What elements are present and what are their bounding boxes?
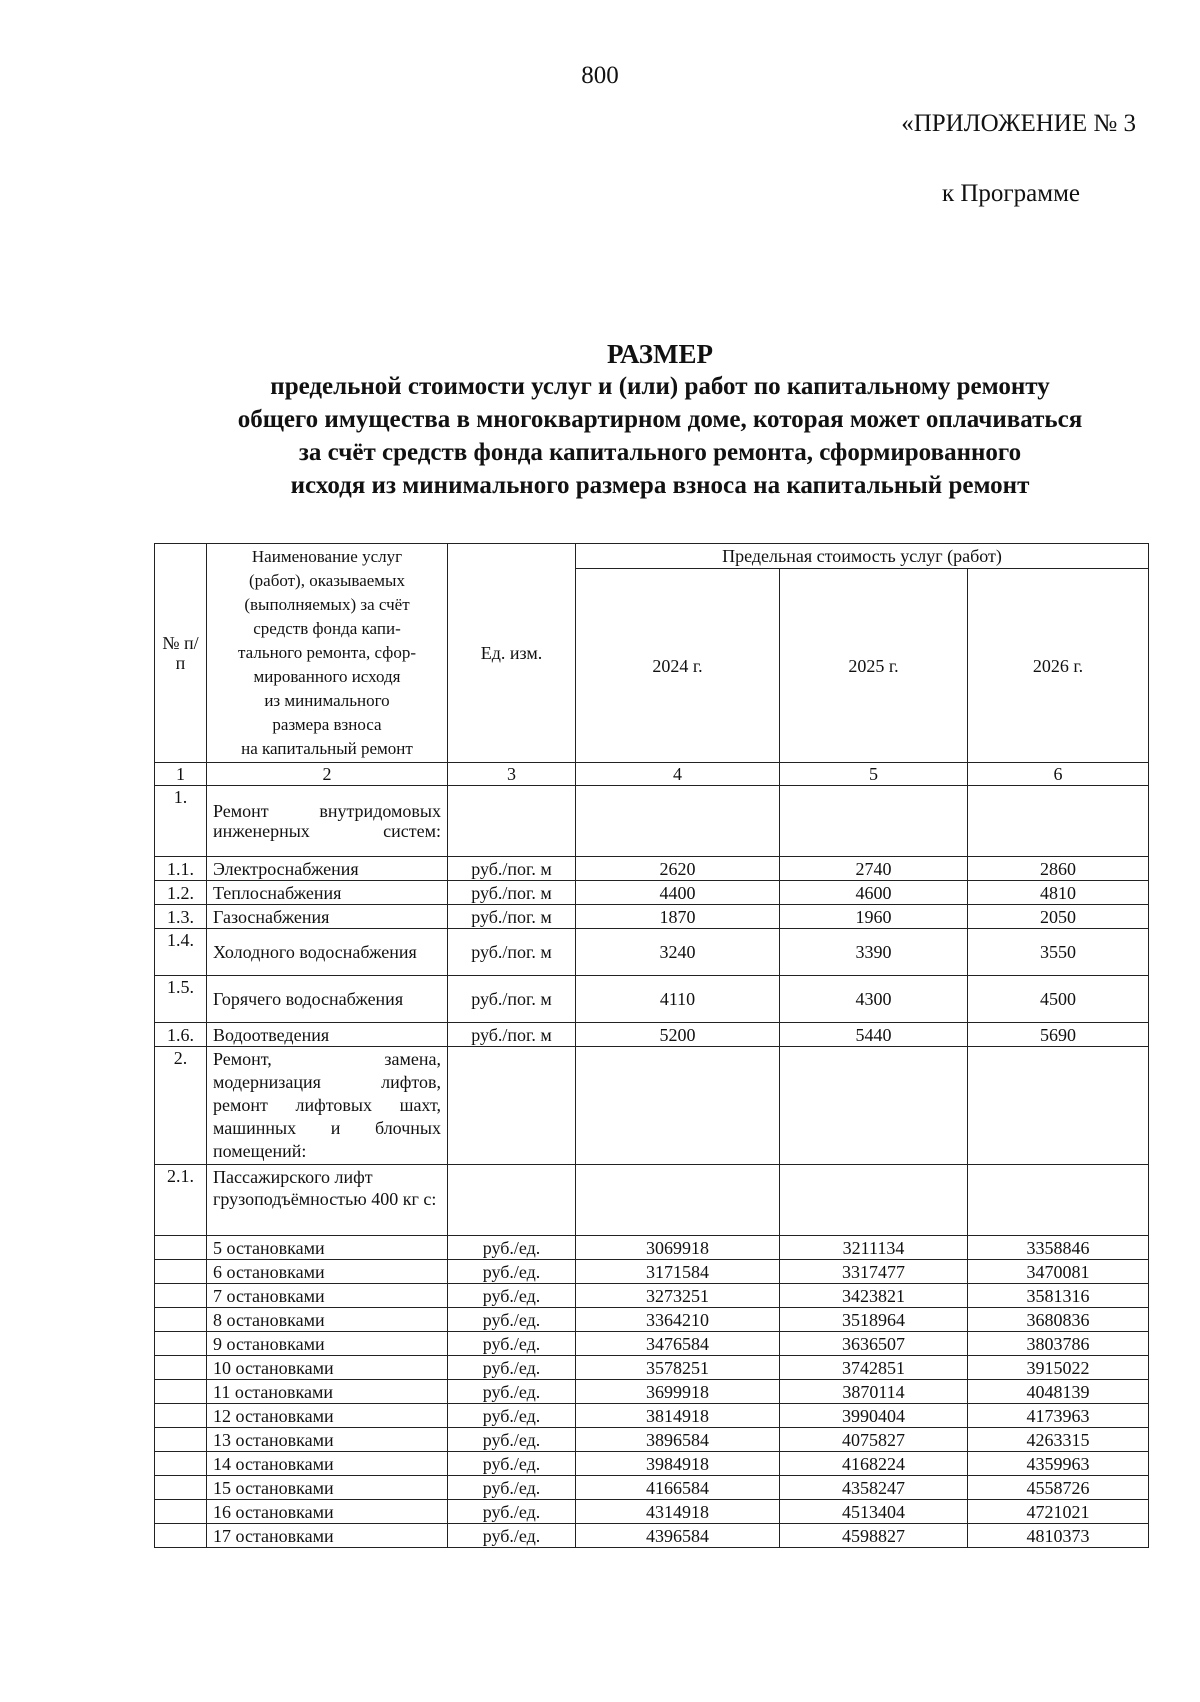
row-value-2025: 4513404: [780, 1500, 968, 1524]
row-value-2024: 3578251: [576, 1356, 780, 1380]
row-value-2024: 4166584: [576, 1476, 780, 1500]
row-value-2025: 3390: [780, 929, 968, 976]
row-num: [155, 1476, 207, 1500]
row-value-2025: [780, 786, 968, 857]
column-number: 4: [576, 763, 780, 786]
header-name-line: тального ремонта, сфор-: [238, 643, 416, 662]
row-name: 13 остановками: [207, 1428, 448, 1452]
row-name: 8 остановками: [207, 1308, 448, 1332]
row-unit: руб./ед.: [448, 1308, 576, 1332]
row-value-2025: 3423821: [780, 1284, 968, 1308]
row-value-2025: 3636507: [780, 1332, 968, 1356]
table-row: [155, 976, 1149, 1023]
row-num: [155, 1452, 207, 1476]
row-value-2025: 4075827: [780, 1428, 968, 1452]
row-value-2026: 4048139: [968, 1380, 1149, 1404]
row-value-2024: 4110: [576, 976, 780, 1023]
row-name: Газоснабжения: [207, 905, 448, 929]
row-unit: руб./ед.: [448, 1332, 576, 1356]
row-value-2024: 1870: [576, 905, 780, 929]
row-name: Теплоснабжения: [207, 881, 448, 905]
table-row: [155, 1047, 1149, 1165]
document-heading: [120, 338, 1200, 502]
table-row: [155, 905, 1149, 929]
row-name: 16 остановками: [207, 1500, 448, 1524]
row-unit: руб./пог. м: [448, 929, 576, 976]
row-name: Горячего водоснабжения: [207, 976, 448, 1023]
row-num: 1.3.: [155, 905, 207, 929]
row-value-2026: 3915022: [968, 1356, 1149, 1380]
row-num: [155, 1332, 207, 1356]
heading-main: РАЗМЕР: [606, 339, 714, 369]
row-value-2025: 2740: [780, 857, 968, 881]
row-unit: руб./ед.: [448, 1500, 576, 1524]
row-name: 17 остановками: [207, 1524, 448, 1548]
row-value-2026: 3550: [968, 929, 1149, 976]
row-value-2026: 3581316: [968, 1284, 1149, 1308]
table-row: [155, 1332, 1149, 1356]
row-value-2026: 3358846: [968, 1236, 1149, 1260]
row-value-2024: 3171584: [576, 1260, 780, 1284]
row-value-2024: 3069918: [576, 1236, 780, 1260]
row-num: 2.1.: [155, 1165, 207, 1236]
header-name-line: размера взноса: [272, 715, 382, 734]
row-value-2025: 4598827: [780, 1524, 968, 1548]
row-value-2026: [968, 786, 1149, 857]
row-value-2024: 3814918: [576, 1404, 780, 1428]
table-row: [155, 1476, 1149, 1500]
row-value-2025: 3317477: [780, 1260, 968, 1284]
row-name: 12 остановками: [207, 1404, 448, 1428]
table-row: [155, 1404, 1149, 1428]
table-row: [155, 929, 1149, 976]
row-unit: руб./пог. м: [448, 976, 576, 1023]
row-num: [155, 1500, 207, 1524]
row-value-2026: 4359963: [968, 1452, 1149, 1476]
row-value-2025: 4300: [780, 976, 968, 1023]
table-row: [155, 1356, 1149, 1380]
row-unit: руб./ед.: [448, 1380, 576, 1404]
row-value-2026: [968, 1047, 1149, 1165]
column-number: 3: [448, 763, 576, 786]
row-value-2026: 4263315: [968, 1428, 1149, 1452]
row-value-2025: 3742851: [780, 1356, 968, 1380]
row-value-2024: 2620: [576, 857, 780, 881]
row-num: [155, 1380, 207, 1404]
header-cost-group: Предельная стоимость услуг (работ): [576, 544, 1149, 569]
row-value-2025: 5440: [780, 1023, 968, 1047]
row-value-2024: 3364210: [576, 1308, 780, 1332]
row-unit: руб./ед.: [448, 1260, 576, 1284]
row-name: Ремонт внутридомовых инженерных систем:: [207, 786, 448, 857]
heading-line: исходя из минимального размера взноса на капитальный ремонт: [290, 472, 1030, 499]
row-name: Ремонт, замена, модернизация лифтов, ремонт лифтовых шахт, машинных и блочных помещений:: [207, 1047, 448, 1165]
page-number: 800: [581, 62, 619, 89]
table-row: [155, 1023, 1149, 1047]
header-name: [207, 544, 448, 763]
row-num: 1.1.: [155, 857, 207, 881]
header-year-2024: 2024 г.: [576, 569, 780, 763]
row-name: 15 остановками: [207, 1476, 448, 1500]
row-value-2026: 4558726: [968, 1476, 1149, 1500]
table-row: [155, 1236, 1149, 1260]
header-year-2025: 2025 г.: [780, 569, 968, 763]
row-value-2024: 5200: [576, 1023, 780, 1047]
row-unit: руб./пог. м: [448, 881, 576, 905]
row-name: 14 остановками: [207, 1452, 448, 1476]
row-value-2024: 3240: [576, 929, 780, 976]
row-value-2025: 4600: [780, 881, 968, 905]
row-unit: [448, 786, 576, 857]
row-value-2026: 3470081: [968, 1260, 1149, 1284]
table-row: [155, 881, 1149, 905]
table-row: [155, 1380, 1149, 1404]
row-value-2024: 3984918: [576, 1452, 780, 1476]
row-value-2024: 4314918: [576, 1500, 780, 1524]
row-name: 7 остановками: [207, 1284, 448, 1308]
row-unit: [448, 1165, 576, 1236]
row-num: [155, 1236, 207, 1260]
row-value-2024: 3273251: [576, 1284, 780, 1308]
row-value-2025: 4358247: [780, 1476, 968, 1500]
heading-line: предельной стоимости услуг и (или) работ по капитальному ремонту: [270, 373, 1050, 400]
row-value-2024: 4400: [576, 881, 780, 905]
row-value-2025: 1960: [780, 905, 968, 929]
table-row: [155, 1165, 1149, 1236]
table-row: [155, 1452, 1149, 1476]
column-number: 1: [155, 763, 207, 786]
row-unit: руб./ед.: [448, 1356, 576, 1380]
row-value-2024: 3896584: [576, 1428, 780, 1452]
row-value-2025: 3870114: [780, 1380, 968, 1404]
table-row: [155, 1284, 1149, 1308]
row-name: 6 остановками: [207, 1260, 448, 1284]
table-row: [155, 1308, 1149, 1332]
row-num: 1.4.: [155, 929, 207, 976]
row-unit: руб./пог. м: [448, 905, 576, 929]
row-value-2024: [576, 1165, 780, 1236]
row-value-2025: 4168224: [780, 1452, 968, 1476]
header-name-line: средств фонда капи-: [253, 619, 401, 638]
column-number: 2: [207, 763, 448, 786]
row-value-2024: 3476584: [576, 1332, 780, 1356]
row-value-2026: 3803786: [968, 1332, 1149, 1356]
column-number: 5: [780, 763, 968, 786]
appendix-subtitle: к Программе: [941, 180, 1080, 207]
row-name: 10 остановками: [207, 1356, 448, 1380]
row-name: 9 остановками: [207, 1332, 448, 1356]
header-name-line: на капитальный ремонт: [241, 739, 413, 758]
row-num: 1.6.: [155, 1023, 207, 1047]
row-value-2025: [780, 1165, 968, 1236]
row-unit: [448, 1047, 576, 1165]
row-unit: руб./ед.: [448, 1404, 576, 1428]
header-name-line: из минимального: [264, 691, 390, 710]
row-name: Холодного водоснабжения: [207, 929, 448, 976]
row-value-2026: 2050: [968, 905, 1149, 929]
header-name-line: (выполняемых) за счёт: [244, 595, 410, 614]
table-row: [155, 1260, 1149, 1284]
row-num: 1.2.: [155, 881, 207, 905]
row-num: [155, 1524, 207, 1548]
table-row: [155, 786, 1149, 857]
row-name: Водоотведения: [207, 1023, 448, 1047]
column-number: 6: [968, 763, 1149, 786]
row-value-2025: 3518964: [780, 1308, 968, 1332]
row-value-2024: 4396584: [576, 1524, 780, 1548]
row-name: Пассажирского лифт грузоподъёмностью 400 кг с:: [207, 1165, 448, 1236]
row-value-2025: 3990404: [780, 1404, 968, 1428]
row-num: [155, 1308, 207, 1332]
header-name-line: (работ), оказываемых: [249, 571, 405, 590]
row-value-2026: 4810: [968, 881, 1149, 905]
row-value-2025: 3211134: [780, 1236, 968, 1260]
heading-line: общего имущества в многоквартирном доме, которая может оплачиваться: [237, 406, 1083, 433]
row-value-2026: [968, 1165, 1149, 1236]
header-num: № п/п: [155, 544, 207, 763]
row-unit: руб./пог. м: [448, 857, 576, 881]
row-unit: руб./ед.: [448, 1452, 576, 1476]
row-unit: руб./ед.: [448, 1428, 576, 1452]
table-row: [155, 857, 1149, 881]
row-value-2026: 5690: [968, 1023, 1149, 1047]
row-name: 11 остановками: [207, 1380, 448, 1404]
row-num: 1.: [155, 786, 207, 857]
table-row: [155, 1524, 1149, 1548]
row-unit: руб./ед.: [448, 1284, 576, 1308]
row-value-2024: [576, 1047, 780, 1165]
header-unit: Ед. изм.: [448, 544, 576, 763]
row-unit: руб./пог. м: [448, 1023, 576, 1047]
row-num: 1.5.: [155, 976, 207, 1023]
row-unit: руб./ед.: [448, 1476, 576, 1500]
heading-line: за счёт средств фонда капитального ремонта, сформированного: [298, 439, 1022, 466]
row-value-2026: 4173963: [968, 1404, 1149, 1428]
row-unit: руб./ед.: [448, 1236, 576, 1260]
row-value-2026: 4721021: [968, 1500, 1149, 1524]
row-num: [155, 1260, 207, 1284]
row-name: 5 остановками: [207, 1236, 448, 1260]
row-unit: руб./ед.: [448, 1524, 576, 1548]
row-value-2026: 2860: [968, 857, 1149, 881]
row-num: [155, 1284, 207, 1308]
row-num: [155, 1404, 207, 1428]
column-numbers-row: [155, 763, 1149, 786]
header-name-line: Наименование услуг: [251, 547, 403, 566]
row-value-2026: 4500: [968, 976, 1149, 1023]
row-value-2024: 3699918: [576, 1380, 780, 1404]
row-value-2026: 4810373: [968, 1524, 1149, 1548]
row-value-2026: 3680836: [968, 1308, 1149, 1332]
header-name-line: мированного исходя: [253, 667, 401, 686]
row-num: [155, 1428, 207, 1452]
price-table: [154, 543, 1149, 1548]
table-row: [155, 1428, 1149, 1452]
table-row: [155, 1500, 1149, 1524]
header-year-2026: 2026 г.: [968, 569, 1149, 763]
row-value-2024: [576, 786, 780, 857]
row-num: [155, 1356, 207, 1380]
row-value-2025: [780, 1047, 968, 1165]
appendix-title: «ПРИЛОЖЕНИЕ № 3: [901, 110, 1136, 137]
row-num: 2.: [155, 1047, 207, 1165]
row-name: Электроснабжения: [207, 857, 448, 881]
